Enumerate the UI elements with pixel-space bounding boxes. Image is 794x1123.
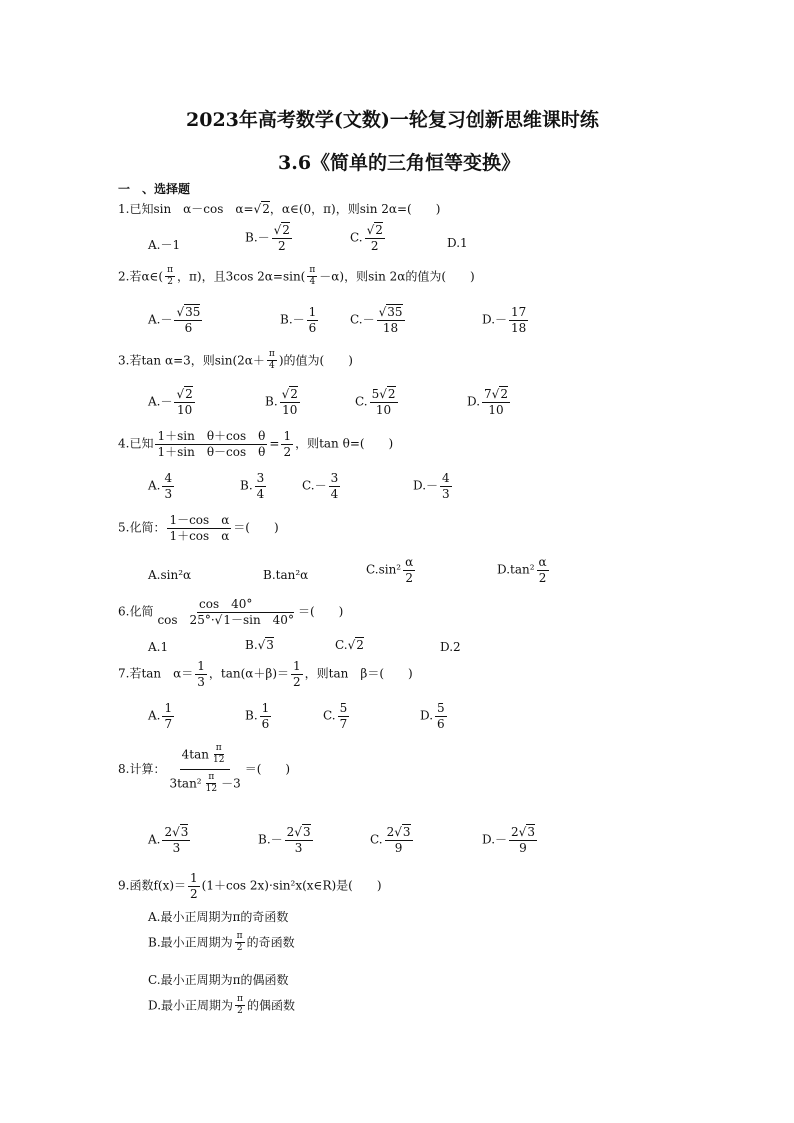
q1-option-a: A.－1: [148, 238, 181, 252]
question-6: 6.化简 $\frac{\cos 40^\circ}{\cos 25^\circ\cdot√1-\sin 40^\circ}$ ＝( ): [118, 597, 344, 627]
q2-option-b: B.－ $\frac{1}{6}$: [280, 305, 317, 335]
q2-option-a: A.－ $\frac{√35}{6}$: [148, 305, 201, 335]
q6-option-c: C.√2: [335, 638, 364, 652]
q1-option-c: C. $\frac{√2}{2}$: [350, 223, 383, 253]
q1-option-d: D.1: [447, 236, 468, 250]
q5-option-d: D.tan² $\frac{\alpha}{2}$: [497, 555, 547, 585]
q9-option-a: A.最小正周期为π的奇函数: [148, 910, 289, 924]
q3-option-b: B. $\frac{√2}{10}$: [265, 387, 298, 417]
q8-option-d: D.－ $\frac{2√3}{9}$: [482, 825, 535, 855]
q1-option-b: B.－ $\frac{√2}{2}$: [245, 223, 290, 253]
q9-option-b: B.最小正周期为 $\frac{\pi}{2}$ 的奇函数: [148, 931, 295, 954]
question-4: 4.已知 $\frac{\text{1＋sin θ＋cos θ}}{\text{1＋sin θ－cos θ}}$ = $\frac{1}{2}$ ，则tan θ=( ): [118, 429, 394, 459]
question-3: 3.若tan α=3，则sin(2α＋ $\frac{\pi}{4}$ )的值为( ): [118, 349, 353, 372]
doc-subtitle: 3.6《简单的三角恒等变换》: [278, 152, 521, 174]
q3-option-d: D. $\frac{7√2}{10}$: [467, 387, 508, 417]
q9-option-d: D.最小正周期为 $\frac{\pi}{2}$ 的偶函数: [148, 994, 295, 1017]
q6-option-a: A.1: [148, 640, 169, 654]
q3-option-c: C. $\frac{5√2}{10}$: [355, 387, 396, 417]
question-5: 5.化简： $\frac{\text{1－cos α}}{\text{1＋cos α}}$ ＝( ): [118, 513, 279, 543]
q5-option-b: B.tan²α: [263, 568, 309, 582]
q4-option-a: A. $\frac{4}{3}$: [148, 471, 173, 501]
q7-option-b: B. $\frac{1}{6}$: [245, 701, 270, 731]
q2-option-d: D.－ $\frac{17}{18}$: [482, 305, 527, 335]
q5-option-c: C.sin² $\frac{\alpha}{2}$: [366, 555, 414, 585]
doc-title: 2023年高考数学(文数)一轮复习创新思维课时练: [186, 109, 599, 131]
question-8: 8.计算： 4tan $\frac{\pi}{12}$ 3tan² $\frac{\pi}{12}$ －3 ＝( ): [118, 743, 291, 795]
q7-option-c: C. $\frac{5}{7}$: [323, 701, 348, 731]
q4-option-d: D.－ $\frac{4}{3}$: [413, 471, 450, 501]
q4-option-b: B. $\frac{3}{4}$: [240, 471, 265, 501]
q8-option-a: A. $\frac{2√3}{3}$: [148, 825, 189, 855]
question-1: 1.已知sin α－cos α=√2，α∈(0，π)，则sin 2α=( ): [118, 202, 441, 216]
q4-option-c: C.－ $\frac{3}{4}$: [302, 471, 339, 501]
q8-option-b: B.－ $\frac{2√3}{3}$: [258, 825, 311, 855]
q5-option-a: A.sin²α: [148, 568, 192, 582]
q7-option-d: D. $\frac{5}{6}$: [420, 701, 445, 731]
q8-option-c: C. $\frac{2√3}{9}$: [370, 825, 411, 855]
q7-option-a: A. $\frac{1}{7}$: [148, 701, 173, 731]
question-7: 7.若tan α＝ $\frac{1}{3}$ ，tan(α＋β)＝ $\frac{1}{2}$ ，则tan β＝( ): [118, 659, 413, 689]
section-heading: 一 、选择题: [118, 182, 191, 196]
q3-option-a: A.－ $\frac{√2}{10}$: [148, 387, 193, 417]
q6-option-b: B.√3: [245, 638, 274, 652]
question-9: 9.函数f(x)＝ $\frac{1}{2}$ (1＋cos 2x)·sin²x(x∈R)是( ): [118, 871, 382, 901]
q9-option-c: C.最小正周期为π的偶函数: [148, 973, 289, 987]
q2-option-c: C.－ $\frac{√35}{18}$: [350, 305, 403, 335]
question-2: 2.若α∈( $\frac{\pi}{2}$ ，π)，且3cos 2α=sin( $\frac{\pi}{4}$ －α)，则sin 2α的值为( ): [118, 265, 475, 288]
q6-option-d: D.2: [440, 640, 461, 654]
